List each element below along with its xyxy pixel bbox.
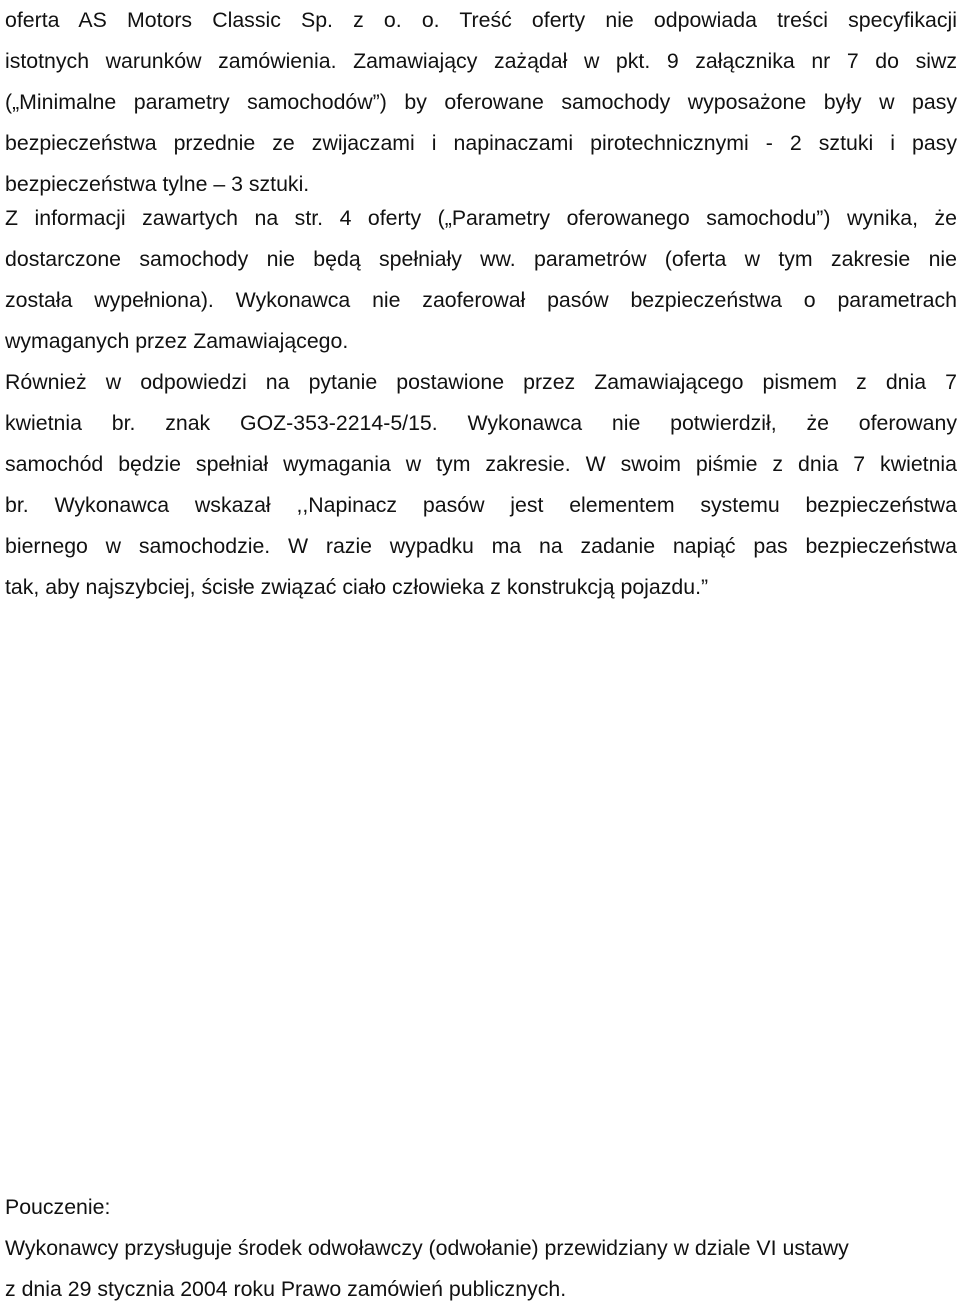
text-line: została wypełniona). Wykonawca nie zaoferował pasów bezpieczeństwa o parametrach — [5, 288, 957, 312]
notice-heading: Pouczenie: — [5, 1195, 111, 1219]
text-line: Wykonawcy przysługuje środek odwoławczy (odwołanie) przewidziany w dziale VI ustawy — [5, 1236, 849, 1260]
text-line: biernego w samochodzie. W razie wypadku ma na zadanie napiąć pas bezpieczeństwa — [5, 534, 957, 558]
text-line: samochód będzie spełniał wymagania w tym zakresie. W swoim piśmie z dnia 7 kwietnia — [5, 452, 957, 476]
text-line: z dnia 29 stycznia 2004 roku Prawo zamówień publicznych. — [5, 1277, 567, 1301]
text-line: bezpieczeństwa przednie ze zwijaczami i napinaczami pirotechnicznymi - 2 sztuki i pasy — [5, 131, 957, 155]
text-line: bezpieczeństwa tylne – 3 sztuki. — [5, 172, 310, 196]
paragraph-offer-parameters — [5, 198, 957, 362]
text-line: tak, aby najszybciej, ścisłe związać ciało człowieka z konstrukcją pojazdu.” — [5, 575, 709, 599]
text-line: („Minimalne parametry samochodów”) by oferowane samochody wyposażone były w pasy — [5, 90, 957, 114]
text-line: kwietnia br. znak GOZ-353-2214-5/15. Wykonawca nie potwierdził, że oferowany — [5, 411, 957, 435]
text-line: istotnych warunków zamówienia. Zamawiający zażądał w pkt. 9 załącznika nr 7 do siwz — [5, 49, 957, 73]
text-line: dostarczone samochody nie będą spełniały ww. parametrów (oferta w tym zakresie nie — [5, 247, 957, 271]
text-line: Z informacji zawartych na str. 4 oferty („Parametry oferowanego samochodu”) wynika, że — [5, 206, 957, 230]
text-line: br. Wykonawca wskazał ,,Napinacz pasów jest elementem systemu bezpieczeństwa — [5, 493, 957, 517]
text-line: oferta AS Motors Classic Sp. z o. o. Treść oferty nie odpowiada treści specyfikacji — [5, 8, 957, 32]
paragraph-contractor-response — [5, 362, 957, 608]
notice-section — [5, 1187, 957, 1310]
text-line: wymaganych przez Zamawiającego. — [5, 329, 349, 353]
text-line: Również w odpowiedzi na pytanie postawione przez Zamawiającego pismem z dnia 7 — [5, 370, 957, 394]
paragraph-offer-noncompliance — [5, 0, 957, 205]
